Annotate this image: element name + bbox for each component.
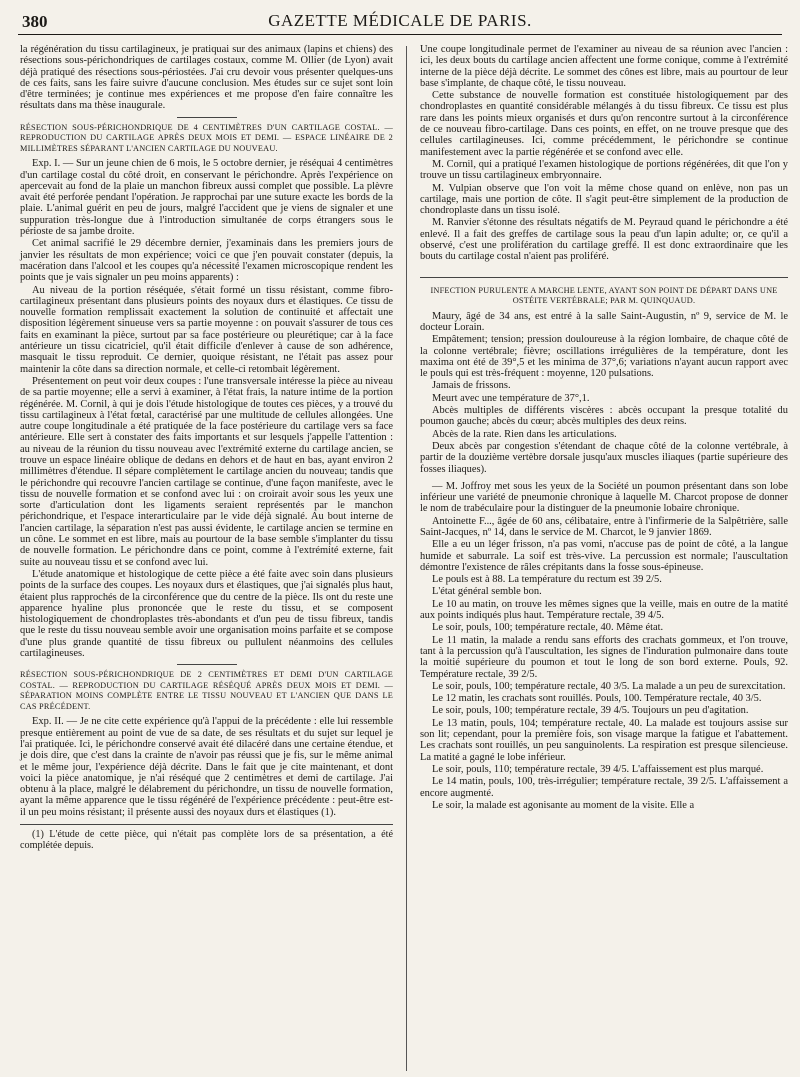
paragraph: Abcès de la rate. Rien dans les articulations. [432,428,617,440]
paragraph: Cette substance de nouvelle formation est constituée histologiquement par des chondroplastes en quantité considérable mélangés à du tissu fibreux. Ce tissu est plus rare dans les points mieux organisés et durs qu'on rencontre surtout à la circonférence de ce nouveau fibro-cartilage. Dans ces points, en effet, on ne trouve presque que des cellules cartilagineuses. Ici, comme précédemment, le périchondre se continue manifestement avec la partie régénérée et se confond avec elle. [420,90,788,158]
section-heading: INFECTION PURULENTE A MARCHE LENTE, AYANT SON POINT DE DÉPART DANS UNE OSTÉITE VERTÉBRALE; PAR M. QUINQUAUD. [430,285,778,306]
case-report-maury [420,311,788,475]
paragraph: Le 12 matin, les crachats sont rouillés. Pouls, 100. Température rectale, 40 3/5. [432,693,762,705]
paragraph: Le 10 au matin, on trouve les mêmes signes que la veille, mais en outre de la matité aux points indiqués plus haut. Température rectale, 39 4/5. [420,598,788,622]
paragraph: M. Ranvier s'étonne des résultats négatifs de M. Peyraud quand le périchondre a été enlevé. Il a fait des greffes de cartilage sous la peau d'un lapin adulte; or, ce qu'il a observé, c'est une prolifération du cartilage greffé. Il est donc extraordinaire que les bouts du cartilage costal n'aient pas proliféré. [420,217,788,263]
section-heading: RÉSECTION SOUS-PÉRICHONDRIQUE DE 2 CENTIMÈTRES ET DEMI D'UN CARTILAGE COSTAL. — REPRODUCTION DU CARTILAGE RÉSÉQUÉ APRÈS DEUX MOIS ET DEMI. — SÉPARATION MOINS COMPLÈTE ENTRE LE TISSU NOUVEAU ET L'ANCIEN QUE DANS LE CAS PRÉCÉDENT. [20,670,393,711]
paragraph: L'état général semble bon. [432,586,542,598]
paragraph: Le soir, pouls, 100; température rectale, 40 3/5. La malade a un peu de surexcitation. [432,680,786,692]
paragraph: Deux abcès par congestion s'étendant de chaque côté de la colonne vertébrale, à partir de la douzième vertèbre dorsale jusqu'aux muscles iliaques (partie supérieure des fosses iliaques). [420,440,788,475]
separator-rule [177,664,237,665]
paragraph: Le soir, pouls, 100; température rectale, 39 4/5. Toujours un peu d'agitation. [432,705,749,717]
paragraph: Exp. II. — Je ne cite cette expérience qu'à l'appui de la précédente : elle lui ressemble presque entièrement au point de vue de sa date, de ses résultats et du sujet sur lequel je l'ai pratiquée. Ici, le périchondre conservé avait été dilacéré dans une certaine étendue, et je dois dire, que c'est dans la crainte de n'avoir pas réussi que je fis, sur le même animal et le même jour, l'expérience déjà décrite. Dans le fait que je cite maintenant, et dont voici la pièce anatomique, je n'ai réséqué que 2 centimètres et demi de cartilage. J'ai obtenu à la place, malgré le délabrement du périchondre, un tissu de nouvelle formation, ayant la même apparence que le tissu régénéré de l'expérience précédente : peut-être est-il un peu moins résistant; il présente aussi des noyaux durs et élastiques (1). [20,716,393,818]
footnote: (1) L'étude de cette pièce, qui n'était pas complète lors de sa présentation, a été complétée depuis. [20,829,393,852]
paragraph: Le pouls est à 88. La température du rectum est 39 2/5. [432,574,662,586]
separator-rule [420,277,788,278]
paragraph: Le soir, pouls, 100; température rectale, 40. Même état. [432,622,664,634]
paragraph: Maury, âgé de 34 ans, est entré à la salle Saint-Augustin, nº 9, service de M. le docteur Lorain. [420,310,788,333]
left-column [20,44,393,853]
separator-rule [177,117,237,118]
paragraph: Le 11 matin, la malade a rendu sans efforts des crachats gommeux, et l'on trouve, tant à la percussion qu'à l'auscultation, les signes de l'induration pulmonaire dans toute la moitié supérieure du poumon et tout le long de son bord externe. Pouls, 92. Température rectale, 39 2/5. [420,634,788,680]
paragraph: Le 14 matin, pouls, 100, très-irrégulier; température rectale, 39 2/5. L'affaissement a encore augmenté. [420,776,788,799]
paragraph: la régénération du tissu cartilagineux, je pratiquai sur des animaux (lapins et chiens) des résections sous-périchondriques de cartilages costaux, comme M. Ollier (de Lyon) avait déjà pratiqué des résections sous-périostées. J'ai cru devoir vous présenter quelques-uns de ces faits, sans les faire suivre d'aucune conclusion. Mes études sur ce sujet sont loin d'être terminées; je continue mes expériences et me propose d'en faire connaître les résultats dans ma thèse inaugurale. [20,44,393,112]
footnote-rule [20,824,393,825]
paragraph: Abcès multiples de différents viscères : abcès occupant la presque totalité du poumon gauche; abcès du cœur; abcès multiples des deux reins. [420,405,788,428]
journal-title: GAZETTE MÉDICALE DE PARIS. [268,11,532,30]
paragraph: Au niveau de la portion réséquée, s'était formé un tissu résistant, comme fibro-cartilagineux présentant dans plusieurs points des noyaux durs et élastiques. Ce tissu de nouvelle formation remplissait exactement la solution de continuité et affectait une disposition légèrement sinueuse vers sa partie moyenne : on pouvait s'assurer de tous ces faits en examinant la pièce, surtout par sa face postérieure ou pleurétique; car à la face antérieure un tissu cicatriciel, qu'il était difficile d'enlever à cause de son adhérence, masquait le tissu reproduit. Ce dernier, quoique résistant, ne l'était pas assez pour maintenir la côte dans sa direction normale, et celle-ci retombait légèrement. [20,284,393,375]
paragraph: Cet animal sacrifié le 29 décembre dernier, j'examinais dans les premiers jours de janvier les résultats de mon expérience; voici ce que j'en pouvait constater (depuis, la macération dans l'alcool et les coupes qu'a nécessité l'examen microscopique rendent les points que je vais signaler un peu moins apparents) : [20,238,393,284]
paragraph: Antoinette F..., âgée de 60 ans, célibataire, entre à l'infirmerie de la Salpêtrière, salle Saint-Jacques, nº 14, dans le service de M. Charcot, le 9 janvier 1869. [420,515,788,538]
case-report-antoinette [420,516,788,811]
paragraph: L'étude anatomique et histologique de cette pièce a été faite avec soin dans plusieurs points de la surface des coupes. Les noyaux durs et élastiques, que j'ai signalés plus haut, étaient plus rapprochés de la circonférence que du centre de la pièce. Ils ont du reste une apparence hyaline plus prononcée que le reste du tissu, et se composent histologiquement de chondroplastes très-abondants et d'un peu de tissu fibreux, tandis que le reste du tissu nouveau semble avoir une organisation moins parfaite et se compose d'une plus grande quantité de tissu fibreux ou pullulent néanmoins des cellules cartilagineuses. [20,568,393,660]
paragraph: M. Vulpian observe que l'on voit la même chose quand on enlève, non pas un cartilage, mais une portion de côte. Il s'agit peut-être simplement de la production de chondroplaste dans un tissu isolé. [420,182,788,217]
paragraph: Jamais de frissons. [432,380,511,392]
paragraph: Exp. I. — Sur un jeune chien de 6 mois, le 5 octobre dernier, je réséquai 4 centimètres d'un cartilage costal du côté droit, en conservant le périchondre. Après l'expérience on apercevait au fond de la plaie un manchon fibreux aussi complet que possible. La plèvre avait été perforée pendant l'opération. Je rapprochai par une suture exacte les bords de la plaie. L'animal guérit en peu de jours, malgré l'accident que je viens de signaler et une suppuration très-longue due à l'introduction simultanée de corps étrangers sous le périoste de sa jambe droite. [20,158,393,238]
section-heading: RÉSECTION SOUS-PÉRICHONDRIQUE DE 4 CENTIMÈTRES D'UN CARTILAGE COSTAL. — REPRODUCTION DU CARTILAGE APRÈS DEUX MOIS ET DEMI. — ESPACE LINÉAIRE DE 2 MILLIMÈTRES SÉPARANT L'ANCIEN CARTILAGE DU NOUVEAU. [20,122,393,153]
paragraph: — M. Joffroy met sous les yeux de la Société un poumon présentant dans son lobe inférieur une variété de pneumonie chronique à laquelle M. Charcot propose de donner le nom de trabéculaire pour la distinguer de la pneumonie lobaire chronique. [420,480,788,515]
paragraph: Meurt avec une température de 37°,1. [432,392,590,404]
paragraph: Présentement on peut voir deux coupes : l'une transversale intéresse la pièce au niveau de sa partie moyenne; elle a servi à examiner, à l'état frais, la nature intime de la portion régénérée. M. Cornil, à qui je dois l'étude histologique de toutes ces pièces, y a trouvé du tissu cartilagineux à l'état fœtal, caractérisé par une multitude de cellules allongées. Une autre coupe longitudinale a été pratiquée de la face postérieure du cartilage vers sa face antérieure. Elle sert à constater des faits importants et sur lesquels j'appelle l'attention : au niveau de la réunion du tissu nouveau avec l'extrémité externe du cartilage ancien, se trouve un espace linéaire oblique de dedans en dehors et de haut en bas, ayant environ 2 millimètres d'étendue. Il sépare complètement le cartilage ancien du nouveau; tandis que le périchondre qui recouvre l'ancien cartilage se continue, d'une façon manifeste, avec le tissu de nouvelle formation et se confond avec lui : on croirait avoir sous les yeux une sorte d'articulation dont les ligaments seraient représentés par le manchon périchondrique, et l'espace interarticulaire par le vide déjà signalé. Au bout interne de l'ancien cartilage, la séparation n'est pas aussi évidente, le cartilage ancien se termine en un cône. Le sommet en est libre, mais au pourtour de la base semble s'implanter du tissu de nouvelle formation. Le périchondre dans ce point, comme à l'extrémité externe, fait suite au nouveau tissu et se confond avec lui. [20,375,393,568]
paragraph: Empâtement; tension; pression douloureuse à la région lombaire, de chaque côté de la colonne vertébrale; fièvre; oscillations irrégulières de la température, dont les maxima ont été de 39°,5 et les minima de 37°,6; variations n'ayant aucun rapport avec le pouls qui est très-fréquent : moyenne, 120 pulsations. [420,334,788,380]
page-number: 380 [22,12,48,31]
right-column [420,44,788,812]
paragraph: Une coupe longitudinale permet de l'examiner au niveau de sa réunion avec l'ancien : ici, les deux bouts du cartilage ancien affectent une forme conique, comme à l'extrémité interne de la pièce déjà décrite. Le sommet des cônes est libre, mais au pourtour de leur base s'implante, de chaque côté, le tissu nouveau. [420,44,788,89]
column-divider [406,46,407,1071]
paragraph: M. Cornil, qui a pratiqué l'examen histologique de portions régénérées, dit que l'on y trouve un tissu cartilagineux embryonnaire. [420,158,788,182]
page-header [18,8,782,35]
paragraph: Le soir, la malade est agonisante au moment de la visite. Elle a [432,799,695,811]
paragraph: Le soir, pouls, 110; température rectale, 39 4/5. L'affaissement est plus marqué. [432,763,764,775]
paragraph: Elle a eu un léger frisson, n'a pas vomi, n'accuse pas de point de côté, a la langue humide et saburrale. La soif est très-vive. La percussion est normale; l'auscultation démontre l'existence de râles crépitants dans la fosse sous-épineuse. [420,539,788,573]
paragraph: Le 13 matin, pouls, 104; température rectale, 40. La malade est toujours assise sur son lit; cependant, pour la première fois, son visage marque la fatigue et l'abattement. Les crachats sont rouillés, un peu sanguinolents. La respiration est presque silencieuse. La matité a gagné le lobe inférieur. [420,717,788,763]
